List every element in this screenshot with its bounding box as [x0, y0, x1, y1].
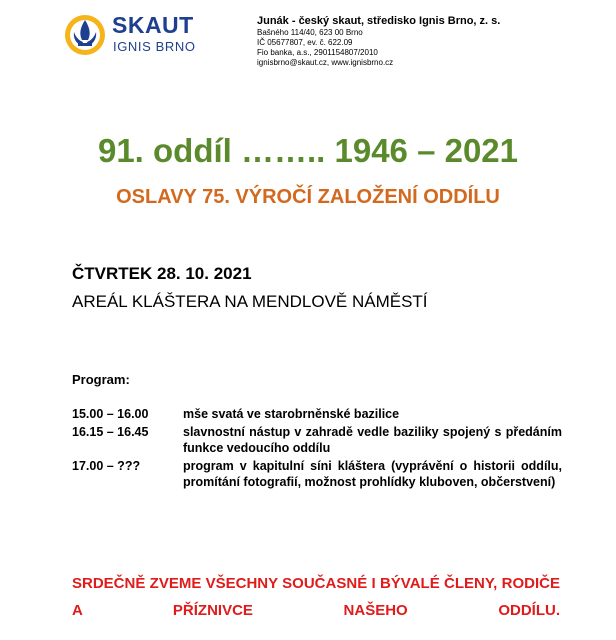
event-venue: AREÁL KLÁŠTERA NA MENDLOVĚ NÁMĚSTÍ	[72, 292, 428, 311]
org-address: Bašného 114/40, 623 00 Brno	[257, 28, 363, 37]
lily-emblem-icon	[62, 12, 108, 58]
org-name: Junák - český skaut, středisko Ignis Brno, z. s.	[257, 15, 501, 27]
org-contact: ignisbrno@skaut.cz, www.ignisbrno.cz	[257, 58, 394, 67]
logo-title: SKAUT	[112, 12, 194, 38]
program-time: 15.00 – 16.00	[72, 407, 149, 421]
program-list	[72, 406, 562, 492]
program-item	[72, 458, 562, 490]
program-text: mše svatá ve starobrněnské bazilice	[183, 407, 400, 421]
program-item	[72, 406, 562, 422]
program-item	[72, 424, 562, 456]
program-text: slavnostní nástup v zahradě vedle baziliky spojený s předáním funkce vedoucího oddílu	[183, 425, 562, 455]
letterhead	[62, 12, 582, 82]
invitation-text: SRDEČNĚ ZVEME VŠECHNY SOUČASNÉ I BÝVALÉ ČLENY, RODIČE A PŘÍZNIVCE NAŠEHO ODDÍLU.	[72, 575, 560, 619]
program-label: Program:	[72, 372, 130, 387]
org-bank: Fio banka, a.s., 2901154807/2010	[257, 48, 378, 57]
org-ic: IČ 05677807, ev. č. 622.09	[257, 38, 353, 47]
page-subtitle: OSLAVY 75. VÝROČÍ ZALOŽENÍ ODDÍLU	[116, 186, 500, 208]
program-text: program v kapitulní síni kláštera (vyprávění o historii oddílu, promítání fotografií, možnost prohlídky kluboven, občerstvení)	[183, 459, 562, 489]
program-time: 17.00 – ???	[72, 459, 141, 473]
skaut-logo	[62, 12, 212, 60]
page-title: 91. oddíl …….. 1946 – 2021	[97, 132, 519, 169]
event-date: ČTVRTEK 28. 10. 2021	[72, 264, 252, 283]
program-time: 16.15 – 16.45	[72, 425, 149, 439]
organization-info	[257, 15, 500, 68]
logo-subtitle: IGNIS BRNO	[113, 39, 196, 54]
